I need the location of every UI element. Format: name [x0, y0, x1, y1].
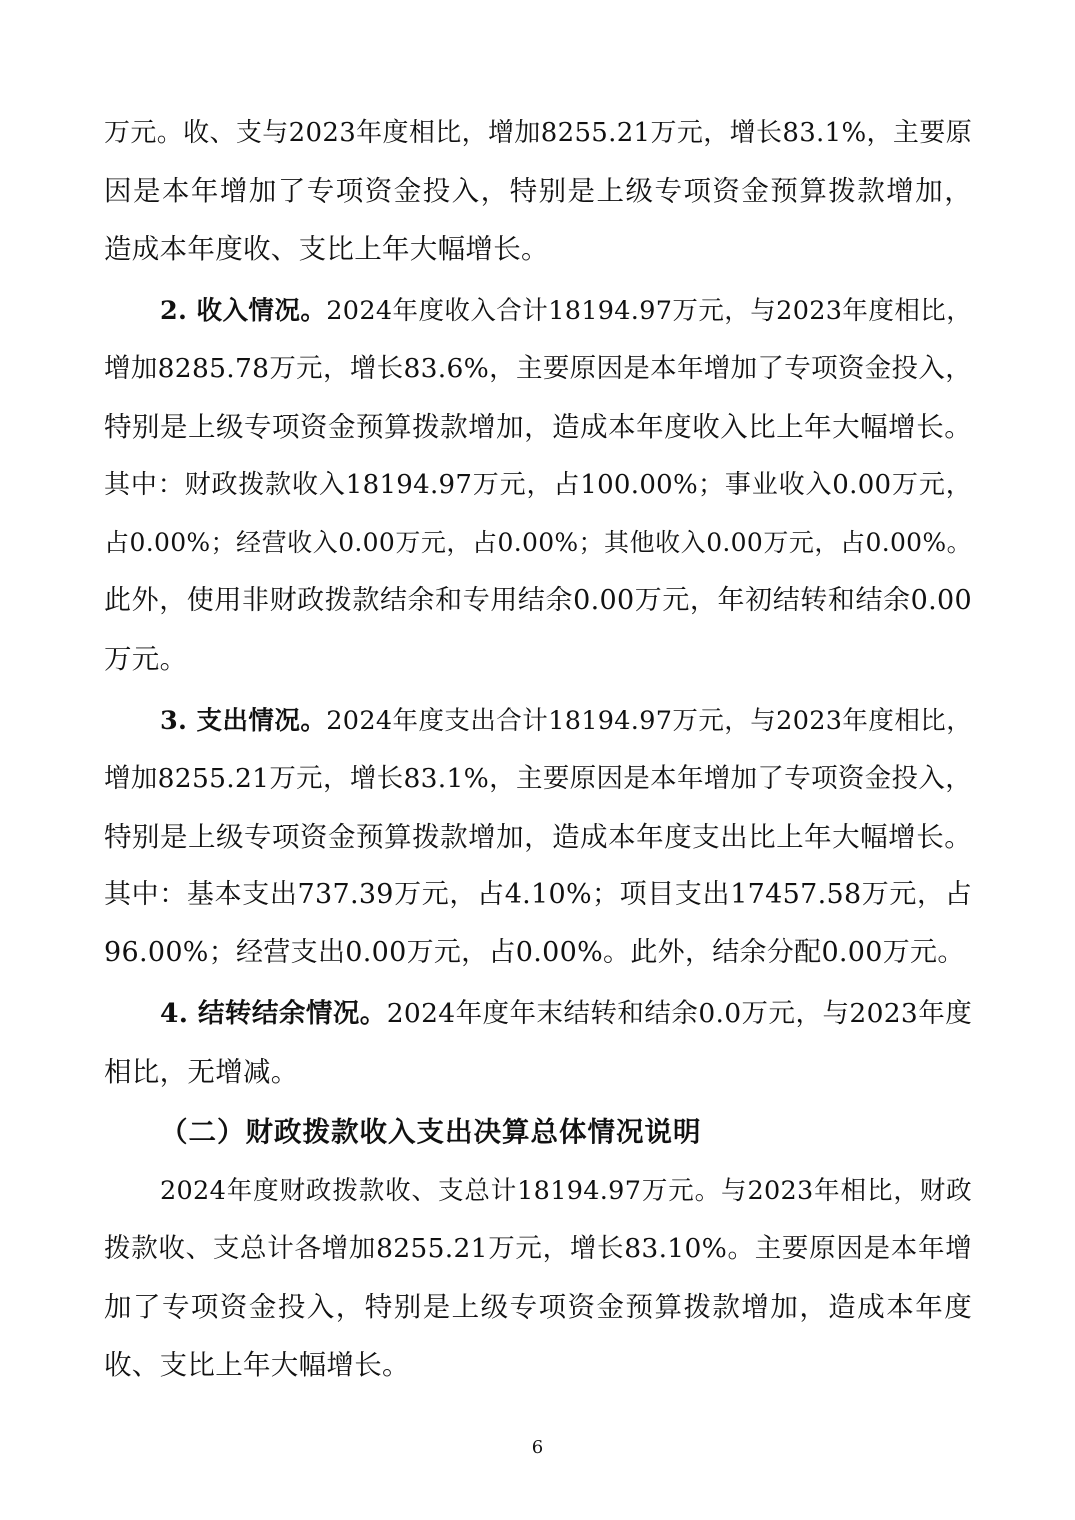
paragraph-first-line: [160, 985, 972, 1043]
paragraph-line: 万元。收、支与2023年度相比，增加8255.21万元，增长83.1%，主要原: [104, 118, 972, 148]
expense-first-line-text: 2024年度支出合计18194.97万元，与2023年度相比，: [326, 706, 973, 736]
paragraph-line: 收、支比上年大幅增长。: [104, 1349, 410, 1381]
paragraph-first-line: [160, 692, 972, 750]
paragraph-line: 加了专项资金投入，特别是上级专项资金预算拨款增加，造成本年度: [104, 1291, 972, 1323]
paragraph-line: 增加8285.78万元，增长83.6%，主要原因是本年增加了专项资金投入，: [104, 353, 972, 384]
paragraph-line: 其中：基本支出737.39万元，占4.10%；项目支出17457.58万元，占: [104, 879, 972, 910]
page-number: 6: [531, 1437, 544, 1458]
paragraph-line: 占0.00%；经营收入0.00万元，占0.00%；其他收入0.00万元，占0.00%。: [104, 528, 972, 557]
paragraph-line: 造成本年度收、支比上年大幅增长。: [104, 233, 549, 265]
paragraph-line: 增加8255.21万元，增长83.1%，主要原因是本年增加了专项资金投入，: [104, 763, 972, 794]
section-heading: （二）财政拨款收入支出决算总体情况说明: [160, 1116, 702, 1148]
paragraph-line: 拨款收、支总计各增加8255.21万元，增长83.10%。主要原因是本年增: [104, 1233, 972, 1264]
paragraph-line: 特别是上级专项资金预算拨款增加，造成本年度支出比上年大幅增长。: [104, 821, 972, 853]
income-heading: 2. 收入情况。: [160, 296, 327, 326]
paragraph-first-line: [160, 282, 972, 340]
paragraph-line: 96.00%；经营支出0.00万元，占0.00%。此外，结余分配0.00万元。: [104, 937, 965, 968]
carryover-first-line-text: 2024年度年末结转和结余0.0万元，与2023年度: [386, 998, 973, 1029]
expense-heading: 3. 支出情况。: [160, 706, 327, 736]
carryover-heading: 4. 结转结余情况。: [160, 998, 387, 1029]
paragraph-line: 特别是上级专项资金预算拨款增加，造成本年度收入比上年大幅增长。: [104, 411, 972, 443]
paragraph-first-line: 2024年度财政拨款收、支总计18194.97万元。与2023年相比，财政: [160, 1176, 972, 1206]
paragraph-line: 其中：财政拨款收入18194.97万元，占100.00%；事业收入0.00万元，: [104, 470, 972, 500]
paragraph-line: 此外，使用非财政拨款结余和专用结余0.00万元，年初结转和结余0.00: [104, 585, 972, 616]
paragraph-line: 因是本年增加了专项资金投入，特别是上级专项资金预算拨款增加，: [104, 175, 972, 207]
paragraph-line: 万元。: [104, 643, 188, 675]
income-first-line-text: 2024年度收入合计18194.97万元，与2023年度相比，: [326, 296, 973, 326]
paragraph-line: 相比，无增减。: [104, 1056, 299, 1088]
